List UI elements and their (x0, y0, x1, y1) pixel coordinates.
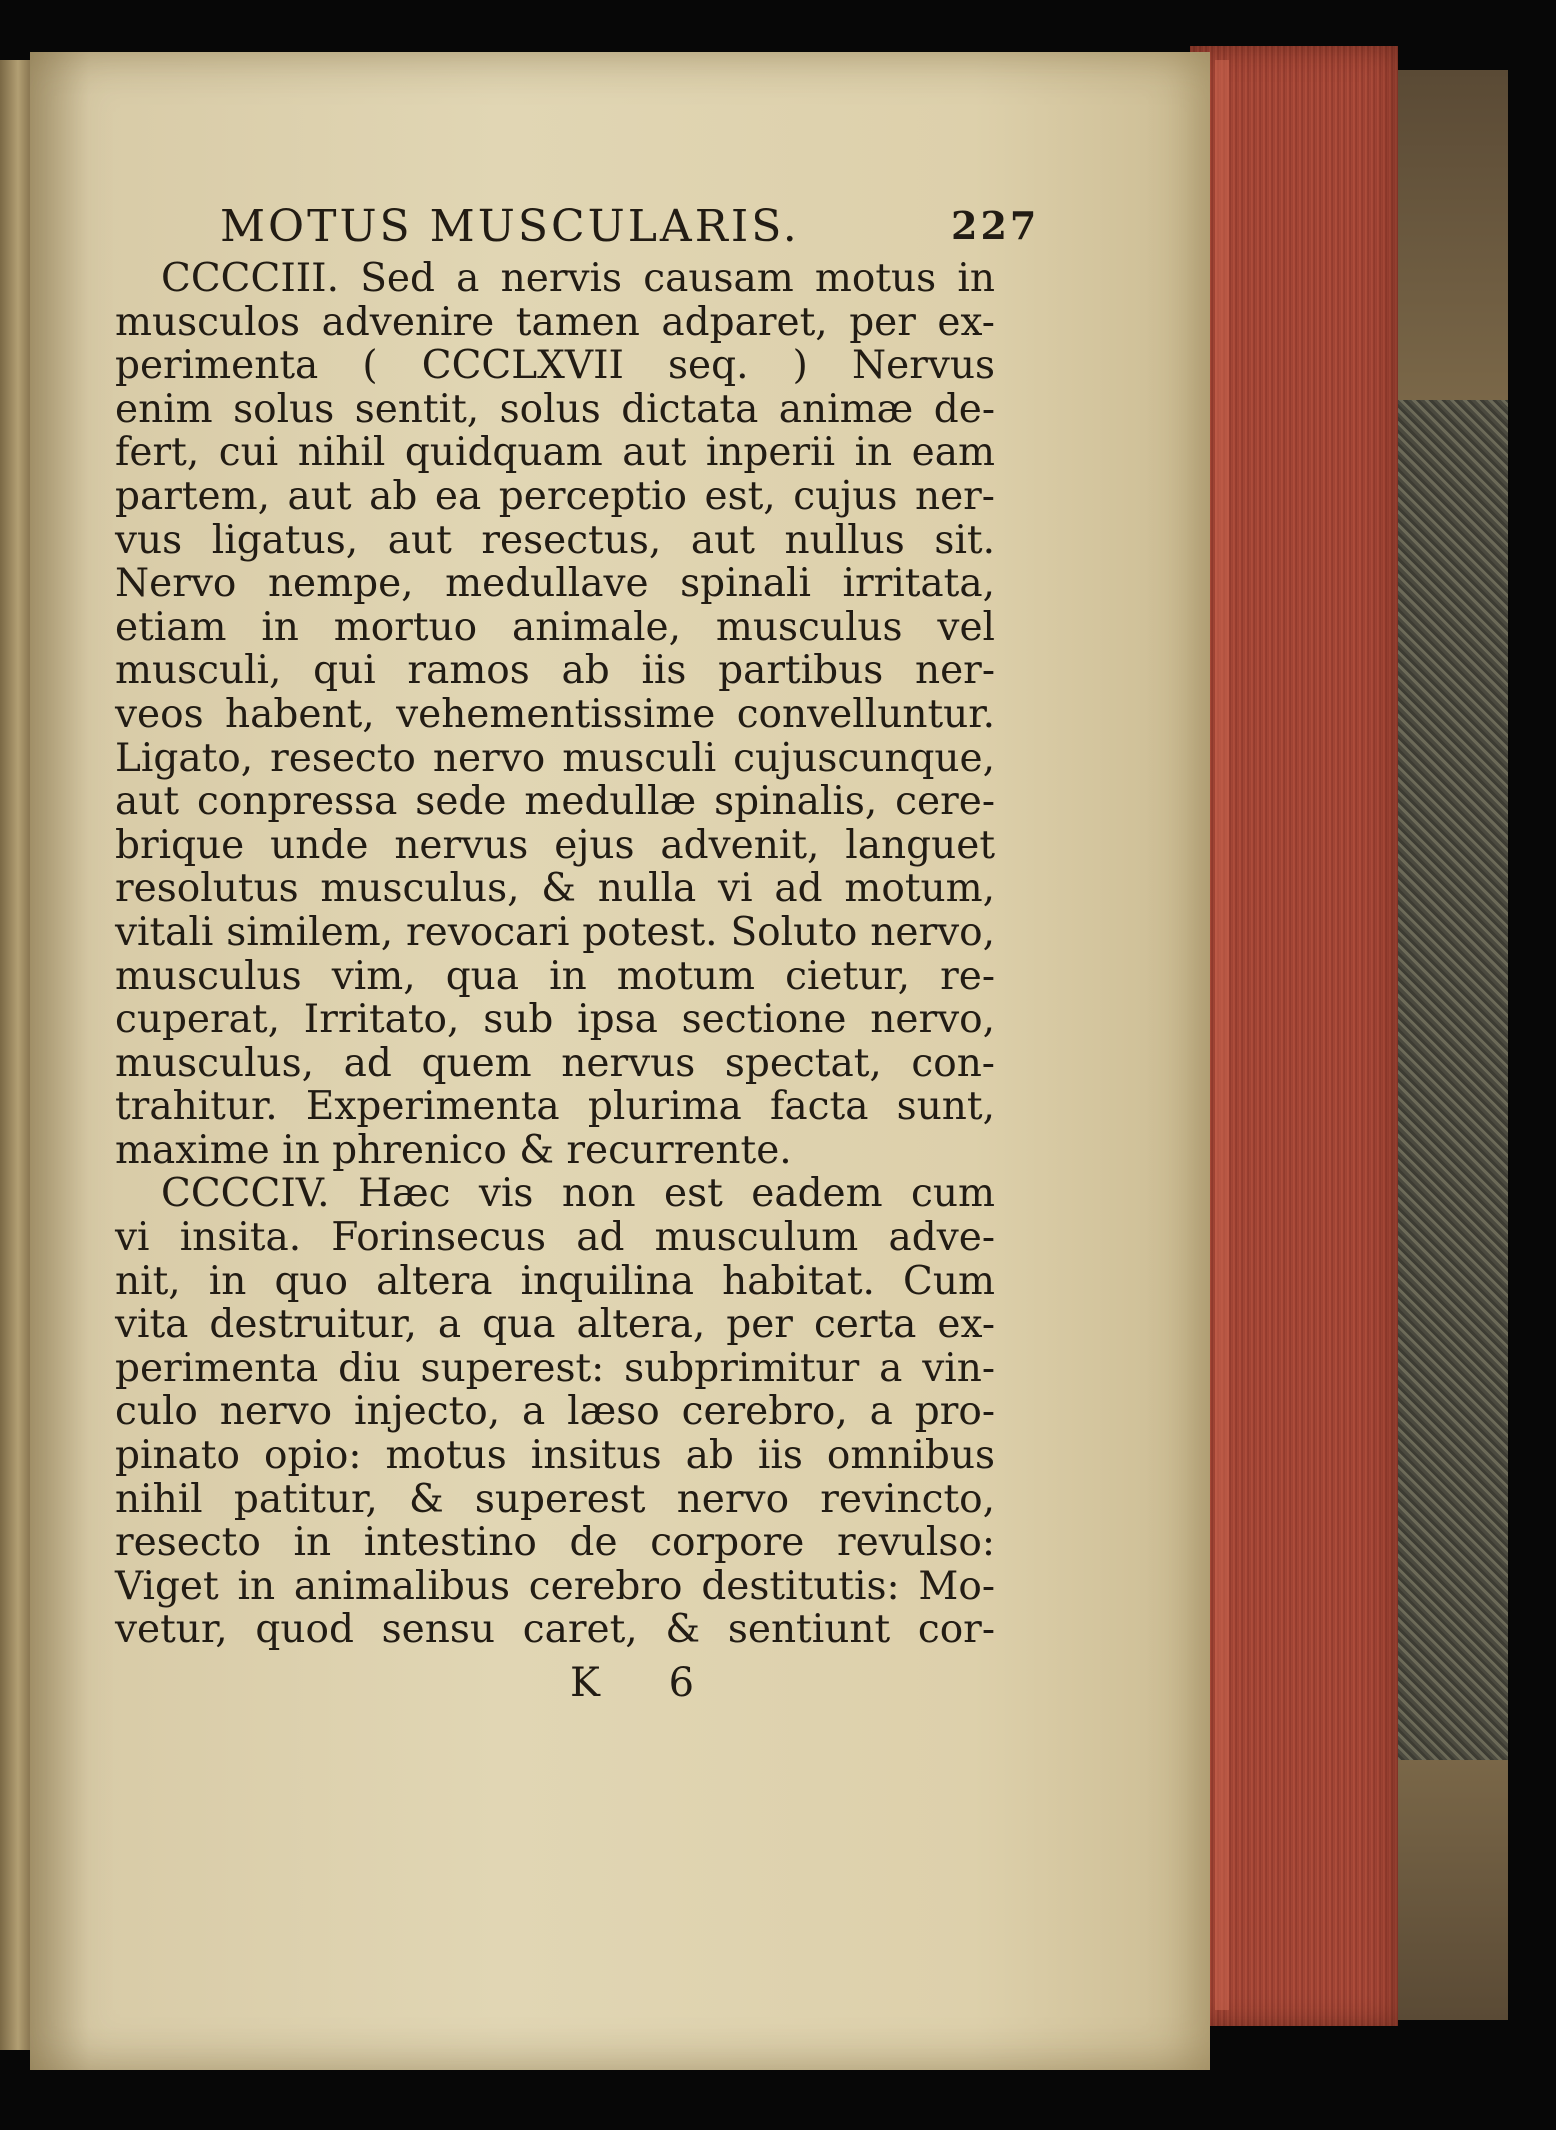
text-line: nit, in quo altera inquilina habitat. Cum (115, 1258, 995, 1304)
page-text-block (115, 195, 1040, 1712)
text-line: pinato opio: motus insitus ab iis omnibus (115, 1433, 995, 1479)
previous-page-edge (0, 60, 30, 2050)
text-line: perimenta ( CCCLXVII seq. ) Nervus (115, 343, 995, 389)
text-line: vetur, quod sensu caret, & sentiunt cor- (115, 1607, 995, 1653)
text-line: musculi, qui ramos ab iis partibus ner- (115, 648, 995, 694)
paragraph-ccccIII (115, 257, 995, 1172)
text-line: musculus, ad quem nervus spectat, con- (115, 1040, 995, 1086)
text-line: cuperat, Irritato, sub ipsa sectione nervo, (115, 997, 995, 1043)
text-line: vi insita. Forinsecus ad musculum adve- (115, 1215, 995, 1261)
text-line: partem, aut ab ea perceptio est, cujus ner- (115, 473, 995, 519)
text-line: CCCCIV. Hæc vis non est eadem cum (161, 1171, 995, 1217)
text-line: trahitur. Experimenta plurima facta sunt, (115, 1084, 995, 1130)
text-line: musculus vim, qua in motum cietur, re- (115, 953, 995, 999)
text-line: nihil patitur, & superest nervo revincto, (115, 1476, 995, 1522)
text-line: maxime in phrenico & recurrente. (115, 1127, 792, 1173)
text-line: Nervo nempe, medullave spinali irritata, (115, 561, 995, 607)
text-line: veos habent, vehementissime convelluntur. (115, 691, 995, 737)
text-line: Viget in animalibus cerebro destitutis: Mo- (115, 1563, 995, 1609)
signature-mark: K 6 (570, 1660, 723, 1706)
text-line: CCCCIII. Sed a nervis causam motus in (161, 256, 995, 301)
text-line: fert, cui nihil quidquam aut inperii in eam (115, 430, 995, 476)
text-line: resecto in intestino de corpore revulso: (115, 1520, 995, 1566)
text-line: vus ligatus, aut resectus, aut nullus sit. (115, 517, 995, 563)
cover-leather-corner-bottom (1398, 1760, 1508, 2020)
paragraph-ccccIV (115, 1172, 995, 1652)
text-line: enim solus sentit, solus dictata animæ de- (115, 386, 995, 432)
signature-line (115, 1652, 995, 1712)
page-header (115, 195, 1040, 257)
text-line: etiam in mortuo animale, musculus vel (115, 604, 995, 650)
text-line: resolutus musculus, & nulla vi ad motum, (115, 866, 995, 912)
cover-leather-corner-top (1398, 70, 1508, 400)
text-line: perimenta diu superest: subprimitur a vin- (115, 1345, 995, 1391)
running-title: MOTUS MUSCULARIS. (220, 201, 800, 252)
text-line: aut conpressa sede medullæ spinalis, cere- (115, 779, 995, 825)
page-number: 227 (951, 203, 1040, 248)
text-line: vita destruitur, a qua altera, per certa ex- (115, 1302, 995, 1348)
text-line: vitali similem, revocari potest. Soluto nervo, (115, 909, 995, 955)
text-line: culo nervo injecto, a læso cerebro, a pro- (115, 1389, 995, 1435)
fore-edge-highlight (1215, 60, 1229, 2010)
text-line: musculos advenire tamen adparet, per ex- (115, 299, 995, 345)
text-line: Ligato, resecto nervo musculi cujuscunque, (115, 735, 995, 781)
text-line: brique unde nervus ejus advenit, languet (115, 822, 995, 868)
